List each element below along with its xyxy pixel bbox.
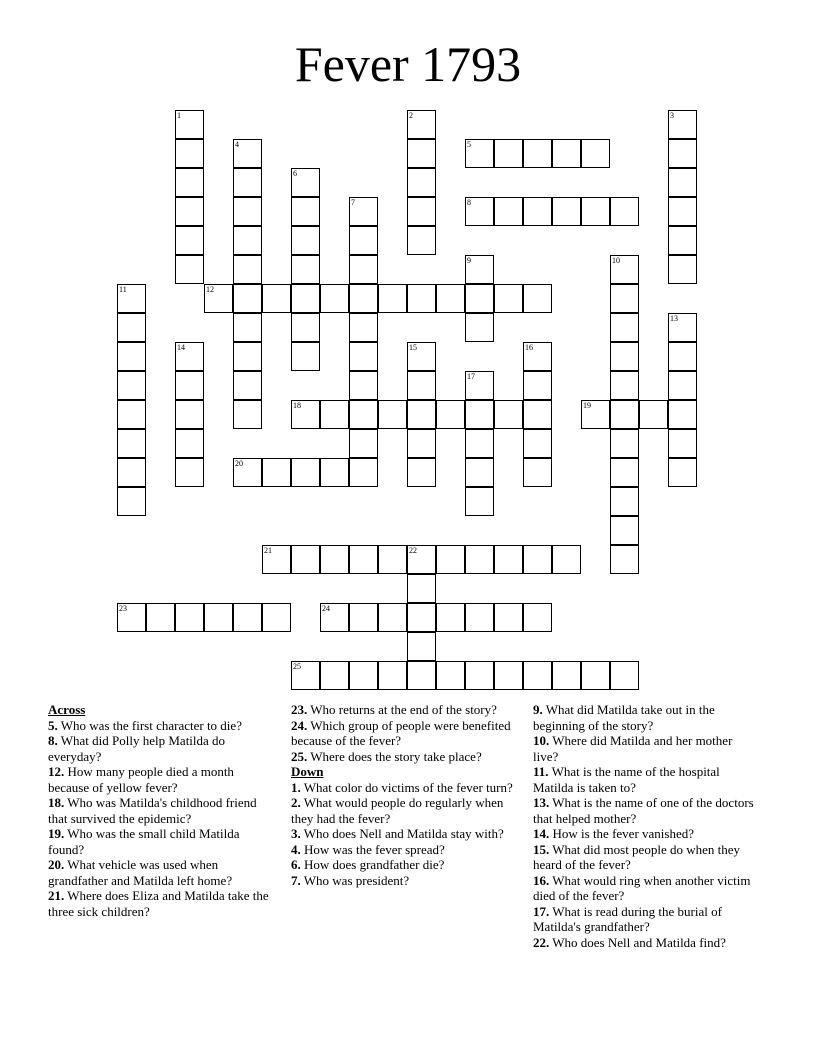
grid-cell[interactable] <box>523 661 552 690</box>
clue-number: 3 <box>670 111 674 120</box>
grid-cell[interactable] <box>291 400 320 429</box>
clue-text: How was the fever spread? <box>304 841 445 857</box>
grid-cell[interactable] <box>233 284 262 313</box>
grid-cell[interactable] <box>407 458 436 487</box>
grid-cell[interactable] <box>610 342 639 371</box>
clue-number: 16 <box>525 343 533 352</box>
clue-number: 5 <box>467 140 471 149</box>
clue-text: Where did Matilda and her mother live? <box>533 733 733 764</box>
grid-cell[interactable] <box>291 342 320 371</box>
grid-cell[interactable] <box>407 139 436 168</box>
clue-number: 1. <box>291 779 301 795</box>
grid-cell[interactable] <box>465 429 494 458</box>
grid-cell[interactable] <box>465 458 494 487</box>
grid-cell[interactable] <box>494 284 523 313</box>
grid-cell[interactable] <box>407 197 436 226</box>
grid-cell[interactable] <box>349 458 378 487</box>
clue-number: 25. <box>291 748 308 764</box>
clue-number: 25 <box>293 662 301 671</box>
grid-cell[interactable] <box>581 197 610 226</box>
clue-number: 9. <box>533 702 543 717</box>
clue-item <box>533 904 758 935</box>
grid-cell[interactable] <box>610 516 639 545</box>
grid-cell[interactable] <box>668 458 697 487</box>
clue-text: How many people died a month because of yellow fever? <box>48 764 234 795</box>
grid-cell[interactable] <box>668 313 697 342</box>
grid-cell[interactable] <box>262 284 291 313</box>
grid-cell[interactable] <box>204 284 233 313</box>
grid-cell[interactable] <box>320 458 349 487</box>
grid-cell[interactable] <box>407 545 436 574</box>
grid-cell[interactable] <box>407 429 436 458</box>
grid-cell[interactable] <box>407 168 436 197</box>
clue-text: Who was Matilda's childhood friend that survived the epidemic? <box>48 795 257 826</box>
clue-item <box>533 702 758 733</box>
clue-number: 10. <box>533 733 550 748</box>
grid-cell[interactable] <box>117 487 146 516</box>
clue-text: Who returns at the end of the story? <box>310 702 497 717</box>
grid-cell[interactable] <box>610 400 639 429</box>
clue-text: What is read during the burial of Matilda's grandfather? <box>533 903 722 934</box>
grid-cell[interactable] <box>523 429 552 458</box>
grid-cell[interactable] <box>233 603 262 632</box>
grid-cell[interactable] <box>175 168 204 197</box>
page-title: Fever 1793 <box>294 36 522 92</box>
clue-number: 13. <box>533 795 550 810</box>
grid-cell[interactable] <box>668 255 697 284</box>
grid-cell[interactable] <box>523 371 552 400</box>
grid-cell[interactable] <box>320 661 349 690</box>
grid-cell[interactable] <box>523 458 552 487</box>
clue-number: 6. <box>291 857 301 872</box>
grid-cell[interactable] <box>233 400 262 429</box>
clue-item <box>291 780 516 796</box>
grid-cell[interactable] <box>523 284 552 313</box>
clue-text: Who was president? <box>303 872 410 888</box>
grid-cell[interactable] <box>291 284 320 313</box>
across-heading: Across <box>48 702 86 717</box>
grid-cell[interactable] <box>552 545 581 574</box>
grid-cell[interactable] <box>349 429 378 458</box>
clue-text: How is the fever vanished? <box>552 826 695 841</box>
grid-cell[interactable] <box>291 458 320 487</box>
grid-cell[interactable] <box>552 661 581 690</box>
grid-cell[interactable] <box>407 400 436 429</box>
clue-number: 1 <box>177 111 181 120</box>
clue-number: 16. <box>533 872 550 888</box>
clue-number: 3. <box>291 826 301 841</box>
grid-cell[interactable] <box>465 313 494 342</box>
clue-item <box>533 842 758 873</box>
clue-number: 23. <box>291 702 308 717</box>
grid-cell[interactable] <box>175 197 204 226</box>
clue-number: 17. <box>533 903 550 919</box>
grid-cell[interactable] <box>349 342 378 371</box>
grid-cell[interactable] <box>175 139 204 168</box>
grid-cell[interactable] <box>465 255 494 284</box>
grid-cell[interactable] <box>610 545 639 574</box>
grid-cell[interactable] <box>262 458 291 487</box>
grid-cell[interactable] <box>465 545 494 574</box>
clue-number: 23 <box>119 604 127 613</box>
clue-text: Which group of people were benefited because of the fever? <box>291 717 511 748</box>
clue-text: How does grandfather die? <box>304 857 445 872</box>
clue-number: 18 <box>293 401 301 410</box>
clue-number: 14 <box>177 343 185 352</box>
grid-cell[interactable] <box>494 545 523 574</box>
down-heading: Down <box>291 764 324 779</box>
grid-cell[interactable] <box>233 255 262 284</box>
grid-cell[interactable] <box>175 458 204 487</box>
grid-cell[interactable] <box>349 603 378 632</box>
grid-cell[interactable] <box>668 371 697 400</box>
clue-number: 22. <box>533 934 550 950</box>
clue-number: 13 <box>670 314 678 323</box>
grid-cell[interactable] <box>581 400 610 429</box>
grid-cell[interactable] <box>291 313 320 342</box>
clue-text: What would people do regularly when they had the fever? <box>291 795 504 826</box>
clue-item <box>533 826 758 842</box>
grid-cell[interactable] <box>349 545 378 574</box>
clue-item <box>291 857 516 873</box>
clue-item <box>48 733 273 764</box>
clue-item <box>48 718 273 734</box>
clue-text: Where does Eliza and Matilda take the three sick children? <box>48 888 269 919</box>
grid-cell[interactable] <box>581 661 610 690</box>
clue-number: 20. <box>48 857 65 872</box>
grid-cell[interactable] <box>262 603 291 632</box>
grid-cell[interactable] <box>175 226 204 255</box>
grid-cell[interactable] <box>610 661 639 690</box>
grid-cell[interactable] <box>117 371 146 400</box>
grid-cell[interactable] <box>320 603 349 632</box>
clue-item <box>48 795 273 826</box>
grid-cell[interactable] <box>117 458 146 487</box>
grid-cell[interactable] <box>610 487 639 516</box>
grid-cell[interactable] <box>349 197 378 226</box>
grid-cell[interactable] <box>175 110 204 139</box>
clue-number: 12. <box>48 764 65 779</box>
grid-cell[interactable] <box>552 197 581 226</box>
grid-cell[interactable] <box>436 284 465 313</box>
grid-cell[interactable] <box>349 255 378 284</box>
grid-cell[interactable] <box>523 139 552 168</box>
clue-item <box>48 826 273 857</box>
grid-cell[interactable] <box>233 197 262 226</box>
grid-cell[interactable] <box>436 545 465 574</box>
grid-cell[interactable] <box>494 139 523 168</box>
clue-item <box>48 764 273 795</box>
grid-cell[interactable] <box>117 342 146 371</box>
clue-number: 21 <box>264 546 272 555</box>
grid-cell[interactable] <box>610 284 639 313</box>
grid-cell[interactable] <box>117 603 146 632</box>
grid-cell[interactable] <box>581 139 610 168</box>
grid-cell[interactable] <box>465 371 494 400</box>
clue-number: 7 <box>351 198 355 207</box>
grid-cell[interactable] <box>610 371 639 400</box>
clue-text: Who was the small child Matilda found? <box>48 826 240 857</box>
grid-cell[interactable] <box>465 661 494 690</box>
clue-text: What is the name of the hospital Matilda is taken to? <box>533 764 720 795</box>
clue-number: 7. <box>291 872 301 888</box>
grid-cell[interactable] <box>668 429 697 458</box>
grid-cell[interactable] <box>291 661 320 690</box>
grid-cell[interactable] <box>175 342 204 371</box>
grid-cell[interactable] <box>233 342 262 371</box>
clue-number: 21. <box>48 888 65 903</box>
grid-cell[interactable] <box>610 255 639 284</box>
clue-number: 10 <box>612 256 620 265</box>
grid-cell[interactable] <box>349 661 378 690</box>
clue-item <box>291 718 516 749</box>
grid-cell[interactable] <box>291 197 320 226</box>
grid-cell[interactable] <box>175 429 204 458</box>
grid-cell[interactable] <box>320 545 349 574</box>
grid-cell[interactable] <box>639 400 668 429</box>
grid-cell[interactable] <box>117 429 146 458</box>
clue-item <box>533 764 758 795</box>
clue-number: 17 <box>467 372 475 381</box>
grid-cell[interactable] <box>523 400 552 429</box>
clue-text: What did Polly help Matilda do everyday? <box>48 733 226 764</box>
grid-cell[interactable] <box>668 168 697 197</box>
grid-cell[interactable] <box>291 545 320 574</box>
grid-cell[interactable] <box>146 603 175 632</box>
clue-number: 24 <box>322 604 330 613</box>
grid-cell[interactable] <box>233 168 262 197</box>
clues-column-2 <box>291 702 516 888</box>
grid-cell[interactable] <box>668 197 697 226</box>
grid-cell[interactable] <box>465 603 494 632</box>
clue-number: 2. <box>291 795 301 810</box>
grid-cell[interactable] <box>523 603 552 632</box>
clue-text: What would ring when another victim died of the fever? <box>533 872 751 903</box>
clue-item <box>533 873 758 904</box>
clue-number: 2 <box>409 111 413 120</box>
grid-cell[interactable] <box>233 226 262 255</box>
clue-item <box>48 857 273 888</box>
grid-cell[interactable] <box>494 400 523 429</box>
grid-cell[interactable] <box>436 603 465 632</box>
grid-cell[interactable] <box>610 313 639 342</box>
clue-item <box>291 795 516 826</box>
grid-cell[interactable] <box>523 197 552 226</box>
clue-number: 8 <box>467 198 471 207</box>
grid-cell[interactable] <box>465 139 494 168</box>
grid-cell[interactable] <box>175 371 204 400</box>
grid-cell[interactable] <box>204 603 233 632</box>
clue-text: What did Matilda take out in the beginning of the story? <box>533 702 715 733</box>
grid-cell[interactable] <box>436 400 465 429</box>
grid-cell[interactable] <box>668 226 697 255</box>
clue-item <box>533 733 758 764</box>
clue-text: What is the name of one of the doctors that helped mother? <box>533 795 754 826</box>
clue-number: 8. <box>48 733 58 748</box>
grid-cell[interactable] <box>523 545 552 574</box>
grid-cell[interactable] <box>407 661 436 690</box>
grid-cell[interactable] <box>610 458 639 487</box>
grid-cell[interactable] <box>465 284 494 313</box>
grid-cell[interactable] <box>233 371 262 400</box>
clue-item <box>291 826 516 842</box>
grid-cell[interactable] <box>465 487 494 516</box>
grid-cell[interactable] <box>175 400 204 429</box>
grid-cell[interactable] <box>407 632 436 661</box>
grid-cell[interactable] <box>233 313 262 342</box>
grid-cell[interactable] <box>610 197 639 226</box>
grid-cell[interactable] <box>378 545 407 574</box>
clue-item <box>533 795 758 826</box>
clue-number: 5. <box>48 717 58 733</box>
grid-cell[interactable] <box>349 226 378 255</box>
grid-cell[interactable] <box>436 661 465 690</box>
grid-cell[interactable] <box>668 342 697 371</box>
grid-cell[interactable] <box>291 226 320 255</box>
clues-column-3 <box>533 702 758 950</box>
grid-cell[interactable] <box>349 371 378 400</box>
grid-cell[interactable] <box>175 255 204 284</box>
grid-cell[interactable] <box>378 284 407 313</box>
clue-number: 24. <box>291 717 308 733</box>
clue-number: 22 <box>409 546 417 555</box>
clue-text: Who was the first character to die? <box>60 717 242 733</box>
grid-cell[interactable] <box>407 110 436 139</box>
clue-text: What vehicle was used when grandfather and Matilda left home? <box>48 857 233 888</box>
grid-cell[interactable] <box>378 400 407 429</box>
clue-number: 6 <box>293 169 297 178</box>
clue-text: Who does Nell and Matilda find? <box>552 934 726 950</box>
clue-number: 11 <box>119 285 127 294</box>
grid-cell[interactable] <box>291 255 320 284</box>
clue-item <box>291 702 516 718</box>
grid-cell[interactable] <box>494 661 523 690</box>
grid-cell[interactable] <box>494 197 523 226</box>
grid-cell[interactable] <box>407 371 436 400</box>
clues-column-1 <box>48 702 273 919</box>
clue-number: 12 <box>206 285 214 294</box>
grid-cell[interactable] <box>465 400 494 429</box>
clue-number: 15. <box>533 841 550 857</box>
grid-cell[interactable] <box>320 284 349 313</box>
clue-item <box>48 888 273 919</box>
clue-number: 4. <box>291 841 301 857</box>
clue-item <box>291 873 516 889</box>
grid-cell[interactable] <box>465 197 494 226</box>
grid-cell[interactable] <box>407 574 436 603</box>
grid-cell[interactable] <box>349 400 378 429</box>
clue-number: 4 <box>235 140 239 149</box>
grid-cell[interactable] <box>610 429 639 458</box>
clue-number: 15 <box>409 343 417 352</box>
grid-cell[interactable] <box>407 284 436 313</box>
grid-cell[interactable] <box>523 342 552 371</box>
clue-item <box>533 935 758 951</box>
grid-cell[interactable] <box>668 110 697 139</box>
grid-cell[interactable] <box>117 313 146 342</box>
clue-number: 9 <box>467 256 471 265</box>
clue-item <box>291 842 516 858</box>
grid-cell[interactable] <box>320 400 349 429</box>
clue-number: 19. <box>48 826 65 841</box>
grid-cell[interactable] <box>494 603 523 632</box>
clue-number: 19 <box>583 401 591 410</box>
grid-cell[interactable] <box>407 603 436 632</box>
grid-cell[interactable] <box>378 661 407 690</box>
grid-cell[interactable] <box>175 603 204 632</box>
grid-cell[interactable] <box>407 342 436 371</box>
clue-text: What did most people do when they heard of the fever? <box>533 841 741 872</box>
clue-text: Who does Nell and Matilda stay with? <box>303 826 504 841</box>
grid-cell[interactable] <box>117 400 146 429</box>
clue-number: 14. <box>533 826 550 841</box>
grid-cell[interactable] <box>233 458 262 487</box>
grid-cell[interactable] <box>349 313 378 342</box>
clue-number: 20 <box>235 459 243 468</box>
clue-number: 18. <box>48 795 65 810</box>
grid-cell[interactable] <box>117 284 146 313</box>
grid-cell[interactable] <box>668 139 697 168</box>
grid-cell[interactable] <box>668 400 697 429</box>
grid-cell[interactable] <box>349 284 378 313</box>
clue-text: What color do victims of the fever turn? <box>303 779 513 795</box>
clue-text: Where does the story take place? <box>310 748 482 764</box>
grid-cell[interactable] <box>552 139 581 168</box>
clue-item <box>291 749 516 765</box>
grid-cell[interactable] <box>407 226 436 255</box>
clue-number: 11. <box>533 764 549 779</box>
grid-cell[interactable] <box>262 545 291 574</box>
grid-cell[interactable] <box>291 168 320 197</box>
grid-cell[interactable] <box>378 603 407 632</box>
grid-cell[interactable] <box>233 139 262 168</box>
